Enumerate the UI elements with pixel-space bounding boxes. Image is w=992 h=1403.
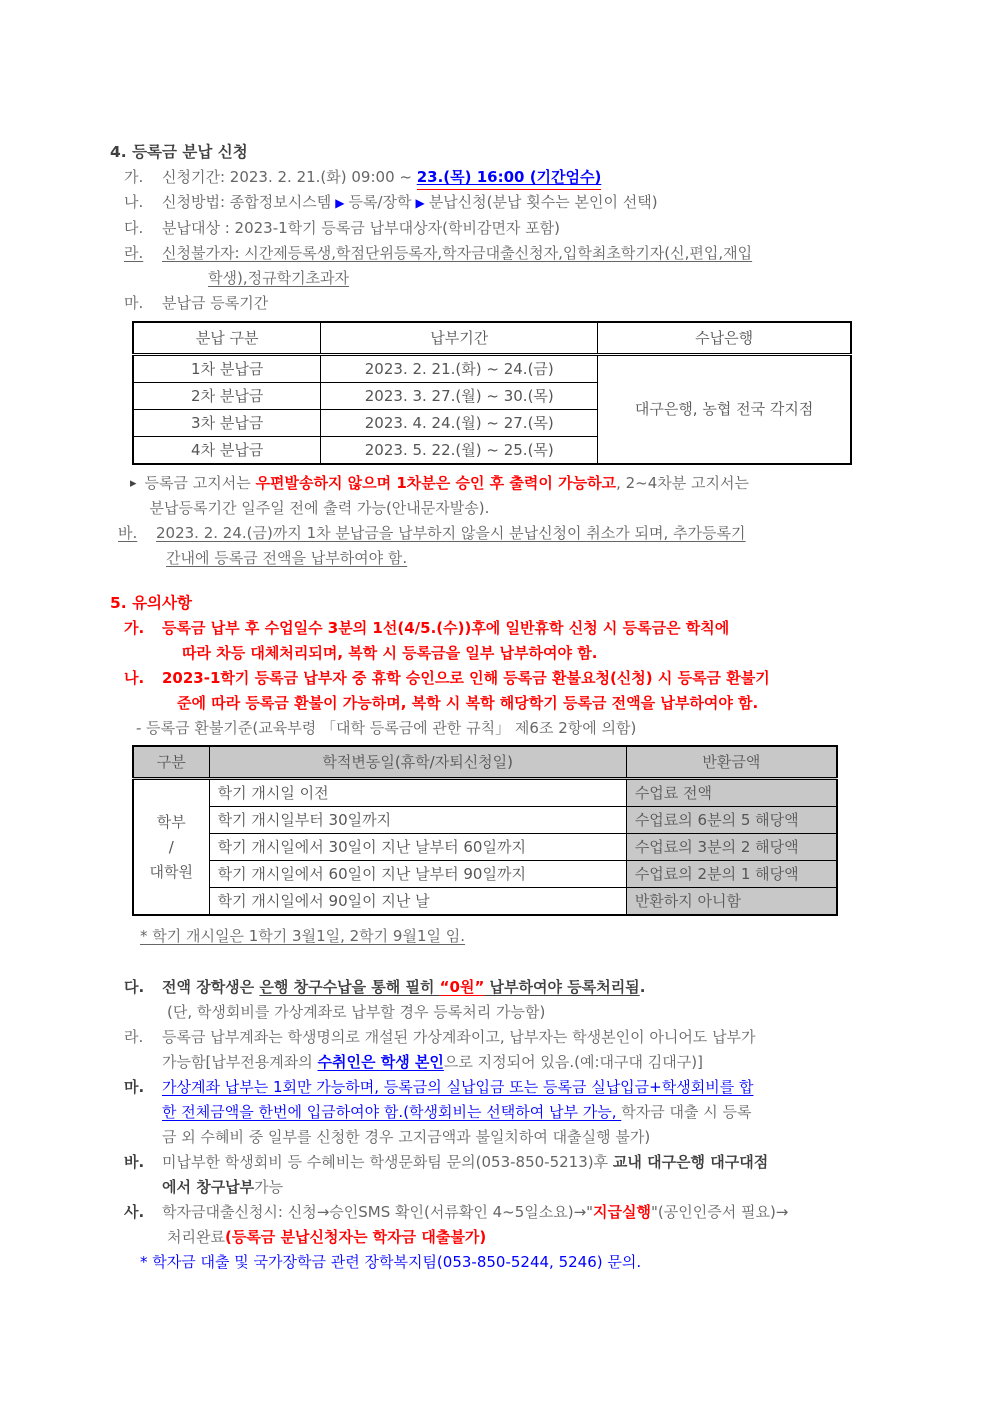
installment-period: 2023. 5. 22.(월) ~ 25.(목) — [321, 437, 598, 465]
payee-highlight: 수취인은 학생 본인 — [317, 1053, 444, 1071]
refund-amount-cell: 반환하지 아니함 — [626, 888, 837, 916]
scholarship-pre: 전액 장학생은 — [162, 978, 260, 996]
change-date-cell: 학기 개시일에서 30일이 지난 날부터 60일까지 — [209, 834, 626, 861]
item-label: 바. — [124, 1153, 145, 1171]
refund-standard-table — [132, 745, 838, 916]
item-label: 가. — [124, 619, 145, 637]
item-label: 나. — [124, 669, 145, 687]
item-label: 다. — [124, 978, 145, 996]
cancel-notice-line2: 간내에 등록금 전액을 납부하여야 함. — [166, 549, 408, 567]
sec4-item-ma — [124, 291, 992, 316]
sec5-item-ba — [124, 1150, 992, 1200]
column-header: 수납은행 — [598, 322, 851, 355]
column-header: 학적변동일(휴학/자퇴신청일) — [209, 746, 626, 779]
item-label: 사. — [124, 1203, 145, 1221]
group-line: 학부 — [156, 812, 186, 831]
column-header: 분납 구분 — [133, 322, 321, 355]
leave-notice-line2: 따라 차등 대체처리되며, 복학 시 등록금을 일부 납부하여야 함. — [182, 644, 598, 662]
section5-title: 5. 유의사항 — [110, 594, 192, 612]
table-row — [133, 807, 837, 834]
account-notice-line1: 등록금 납부계좌는 학생명의로 개설된 가상계좌이고, 납부자는 학생본인이 아니어도 납부가 — [162, 1028, 756, 1046]
application-period-text: 신청기간: 2023. 2. 21.(화) 09:00 ~ — [162, 168, 417, 186]
column-header: 납부기간 — [321, 322, 598, 355]
sec5-item-sa — [124, 1200, 992, 1250]
sec5-item-na — [124, 666, 992, 716]
bank-branch-bold: 교내 대구은행 대구대점 — [612, 1153, 769, 1171]
change-date-cell: 학기 개시일 이전 — [209, 779, 626, 807]
table-row — [133, 355, 851, 383]
loan-contact-note: * 학자금 대출 및 국가장학금 관련 장학복지팀(053-850-5244, 5246) 문의. — [140, 1253, 642, 1271]
arrow-right-icon: ▶ — [335, 196, 345, 210]
item-label: 가. — [124, 168, 144, 186]
column-header: 반환금액 — [626, 746, 837, 779]
refund-notice-line1: 2023-1학기 등록금 납부자 중 휴학 승인으로 인해 등록금 환불요청(신청) 시 등록금 환불기 — [162, 669, 770, 687]
bill-notice-pre: 등록금 고지서는 — [144, 474, 256, 492]
sec4-item-da — [124, 216, 992, 241]
bill-notice-line2: 분납등록기간 일주일 전에 출력 가능(안내문자발송). — [149, 499, 490, 517]
sec4-item-ba — [118, 521, 992, 571]
change-date-cell: 학기 개시일부터 30일까지 — [209, 807, 626, 834]
section4-title: 4. 등록금 분납 신청 — [110, 143, 248, 161]
column-header: 구분 — [133, 746, 209, 779]
loan-complete-text: 처리완료 — [167, 1228, 225, 1246]
sec5-item-ra — [124, 1025, 992, 1075]
refund-amount-cell: 수업료 전액 — [626, 779, 837, 807]
leave-notice-line1: 등록금 납부 후 수업일수 3분의 1선(4/5.(수))후에 일반휴학 신청 시 등록금은 학칙에 — [162, 619, 730, 637]
refund-standard-note: - 등록금 환불기준(교육부령 「대학 등록금에 관한 규칙」 제6조 2항에 의함) — [136, 719, 637, 737]
group-line: / — [168, 837, 174, 856]
bullet-triangle-icon: ▸ — [130, 476, 137, 491]
loan-process-post: "(공인인증서 필요)→ — [651, 1203, 789, 1221]
installment-schedule-table — [132, 321, 852, 465]
loan-restriction-text: (등록금 분납신청자는 학자금 대출불가) — [224, 1228, 487, 1246]
application-deadline: 23.(목) 16:00 (기간엄수) — [417, 167, 602, 190]
item-label: 라. — [124, 244, 144, 262]
item-label: 바. — [118, 524, 138, 542]
change-date-cell: 학기 개시일에서 90일이 지난 날 — [209, 888, 626, 916]
scholarship-end: . — [639, 978, 646, 996]
table-row — [133, 834, 837, 861]
table-header-row — [133, 746, 837, 779]
installment-period: 2023. 3. 27.(월) ~ 30.(목) — [321, 383, 598, 410]
item-label: 마. — [124, 1078, 145, 1096]
sec4-item-na — [124, 190, 992, 216]
account-notice-l2-post: 으로 지정되어 있음.(예:대구대 김대구)] — [443, 1053, 703, 1071]
item-label: 마. — [124, 294, 144, 312]
item-label: 나. — [124, 193, 144, 211]
table-row — [133, 888, 837, 916]
ineligible-text-line1: 신청불가자: 시간제등록생,학점단위등록자,학자금대출신청자,입학최초학기자(신,편입,재입 — [162, 244, 753, 262]
installment-label: 4차 분납금 — [133, 437, 321, 465]
sec4-item-ga — [124, 165, 992, 190]
refund-notice-line2: 준에 따라 등록금 환불이 가능하며, 복학 시 복학 해당학기 등록금 전액을 납부하여야 함. — [177, 694, 759, 712]
group-cell — [133, 779, 209, 916]
installment-label: 2차 분납금 — [133, 383, 321, 410]
account-notice-l2-pre: 가능함[납부전용계좌의 — [162, 1053, 318, 1071]
item-label: 라. — [124, 1028, 144, 1046]
virtual-account-line3: 금 외 수혜비 중 일부를 신청한 경우 고지금액과 불일치하여 대출실행 불가) — [162, 1128, 651, 1146]
ineligible-text-line2: 학생),정규학기초과자 — [208, 269, 350, 287]
menu-path-text: 등록/장학 — [348, 193, 412, 211]
installment-period: 2023. 4. 24.(월) ~ 27.(목) — [321, 410, 598, 437]
sec5-item-ma — [124, 1075, 992, 1150]
refund-amount-cell: 수업료의 6분의 5 해당액 — [626, 807, 837, 834]
arrow-right-icon: ▶ — [415, 196, 425, 210]
installment-label: 1차 분납금 — [133, 355, 321, 383]
bill-notice-red: 우편발송하지 않으며 1차분은 승인 후 출력이 가능하고 — [255, 474, 617, 492]
scholarship-underline1: 은행 창구수납을 통해 필히 — [259, 978, 440, 996]
installment-label: 3차 분납금 — [133, 410, 321, 437]
installment-period: 2023. 2. 21.(화) ~ 24.(금) — [321, 355, 598, 383]
bill-notice — [130, 471, 992, 521]
scholarship-underline2: 납부하여야 등록처리됨 — [484, 978, 640, 996]
virtual-account-line2-blue: 한 전체금액을 한번에 입금하여야 함.(학생회비는 선택하여 납부 가능, — [162, 1103, 622, 1121]
virtual-account-line1: 가상계좌 납부는 1회만 가능하며, 등록금의 실납입금 또는 등록금 실납입금+학생회비를 합 — [162, 1078, 754, 1096]
bank-cell: 대구은행, 농협 전국 각지점 — [598, 355, 851, 465]
cancel-notice-line1: 2023. 2. 24.(금)까지 1차 분납금을 납부하지 않을시 분납신청이 취소가 되며, 추가등록기 — [156, 524, 746, 542]
table-row — [133, 779, 837, 807]
scholarship-sub-note: (단, 학생회비를 가상계좌로 납부할 경우 등록처리 가능함) — [167, 1003, 546, 1021]
unpaid-fee-pre: 미납부한 학생회비 등 수혜비는 학생문화팀 문의(053-850-5213)후 — [162, 1153, 613, 1171]
target-text: 분납대상 : 2023-1학기 등록금 납부대상자(학비감면자 포함) — [162, 219, 561, 237]
group-line: 대학원 — [149, 862, 194, 881]
table-header-row — [133, 322, 851, 355]
counter-payment-bold: 에서 창구납부 — [162, 1178, 255, 1196]
installment-period-text: 분납금 등록기간 — [162, 294, 269, 312]
table-row — [133, 861, 837, 888]
loan-execute-text: 지급실행 — [593, 1203, 651, 1221]
menu-path-text: 분납신청(분납 횟수는 본인이 선택) — [428, 193, 658, 211]
refund-amount-cell: 수업료의 2분의 1 해당액 — [626, 861, 837, 888]
sec4-item-ra — [124, 241, 992, 291]
zero-won-text: “0원” — [439, 978, 485, 996]
loan-process-pre: 학자금대출신청시: 신청→승인SMS 확인(서류확인 4~5일소요)→" — [162, 1203, 594, 1221]
sec5-item-ga — [124, 616, 992, 666]
refund-amount-cell: 수업료의 3분의 2 해당액 — [626, 834, 837, 861]
application-method-text: 신청방법: 종합정보시스템 — [162, 193, 332, 211]
sec5-item-da — [124, 975, 992, 1000]
change-date-cell: 학기 개시일에서 60일이 지난 날부터 90일까지 — [209, 861, 626, 888]
virtual-account-line2-gray: 학자금 대출 시 등록 — [621, 1103, 752, 1121]
semester-start-footnote: * 학기 개시일은 1학기 3월1일, 2학기 9월1일 임. — [140, 927, 466, 945]
item-label: 다. — [124, 219, 144, 237]
bill-notice-post: , 2~4차분 고지서는 — [616, 474, 749, 492]
unpaid-fee-post: 가능 — [254, 1178, 284, 1196]
